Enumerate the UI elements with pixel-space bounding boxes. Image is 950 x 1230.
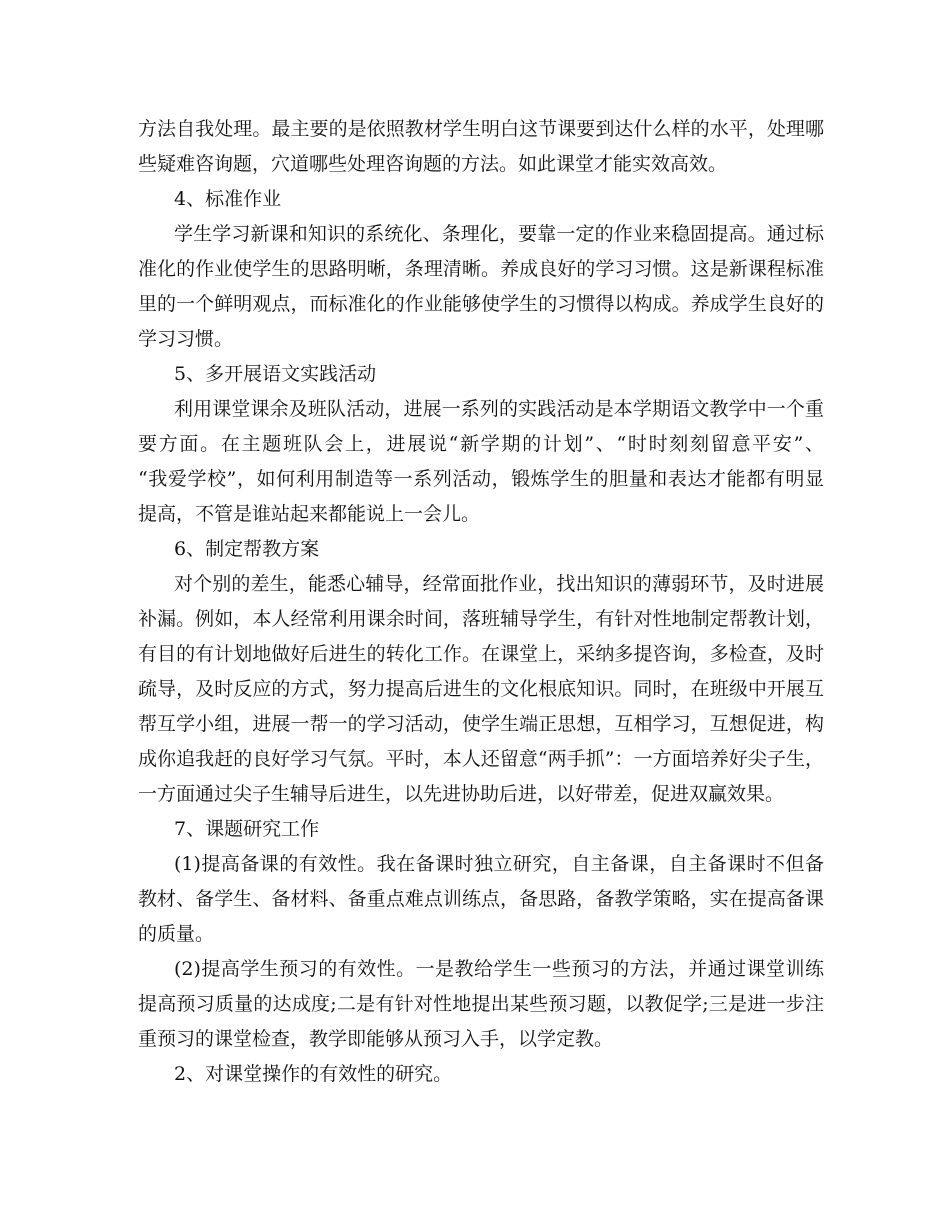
text-line: 学生学习新课和知识的系统化、条理化，要靠一定的作业来稳固提高。通过标 bbox=[174, 223, 824, 245]
text-line: 2、对课堂操作的有效性的研究。 bbox=[174, 1063, 453, 1085]
text-line: 教材、备学生、备材料、备重点难点训练点，备思路，备教学策略，实在提高备课 bbox=[138, 888, 824, 910]
text-line: 要方面。在主题班队会上，进展说“新学期的计划”、“时时刻刻留意平安”、 bbox=[138, 433, 824, 455]
text-line: 4、标准作业 bbox=[174, 188, 282, 210]
text-line: 帮互学小组，进展一帮一的学习活动，使学生端正思想，互相学习，互想促进，构 bbox=[138, 713, 824, 735]
text-line: (2)提高学生预习的有效性。一是教给学生一些预习的方法，并通过课堂训练 bbox=[174, 958, 824, 980]
text-line: (1)提高备课的有效性。我在备课时独立研究，自主备课，自主备课时不但备 bbox=[174, 853, 824, 875]
text-line: 利用课堂课余及班队活动，进展一系列的实践活动是本学期语文教学中一个重 bbox=[174, 398, 824, 420]
text-line: 方法自我处理。最主要的是依照教材学生明白这节课要到达什么样的水平，处理哪 bbox=[138, 118, 824, 140]
text-line: 的质量。 bbox=[138, 923, 215, 945]
text-line: 有目的有计划地做好后进生的转化工作。在课堂上，采纳多提咨询，多检查，及时 bbox=[138, 643, 824, 665]
text-line: 学习习惯。 bbox=[138, 328, 234, 350]
text-line: “我爱学校”，如何利用制造等一系列活动，锻炼学生的胆量和表达才能都有明显 bbox=[138, 468, 824, 490]
text-line: 里的一个鲜明观点，而标准化的作业能够使学生的习惯得以构成。养成学生良好的 bbox=[138, 293, 824, 315]
text-line: 成你追我赶的良好学习气氛。平时，本人还留意“两手抓”：一方面培养好尖子生， bbox=[138, 748, 824, 770]
text-line: 一方面通过尖子生辅导后进生，以先进协助后进，以好带差，促进双赢效果。 bbox=[138, 783, 785, 805]
text-line: 5、多开展语文实践活动 bbox=[174, 363, 377, 385]
document-body bbox=[138, 112, 824, 1092]
text-line: 些疑难咨询题，穴道哪些处理咨询题的方法。如此课堂才能实效高效。 bbox=[138, 153, 728, 175]
text-line: 6、制定帮教方案 bbox=[174, 538, 320, 560]
text-line: 补漏。例如，本人经常利用课余时间，落班辅导学生，有针对性地制定帮教计划， bbox=[138, 608, 824, 630]
text-line: 准化的作业使学生的思路明晰，条理清晰。养成良好的学习习惯。这是新课程标准 bbox=[138, 258, 824, 280]
text-line: 7、课题研究工作 bbox=[174, 818, 320, 840]
text-line: 提高，不管是谁站起来都能说上一会儿。 bbox=[138, 503, 481, 525]
text-line: 提高预习质量的达成度;二是有针对性地提出某些预习题，以教促学;三是进一步注 bbox=[138, 993, 824, 1015]
text-line: 疏导，及时反应的方式，努力提高后进生的文化根底知识。同时，在班级中开展互 bbox=[138, 678, 824, 700]
text-line: 重预习的课堂检查，教学即能够从预习入手，以学定教。 bbox=[138, 1028, 614, 1050]
text-line: 对个别的差生，能悉心辅导，经常面批作业，找出知识的薄弱环节，及时进展 bbox=[174, 573, 824, 595]
